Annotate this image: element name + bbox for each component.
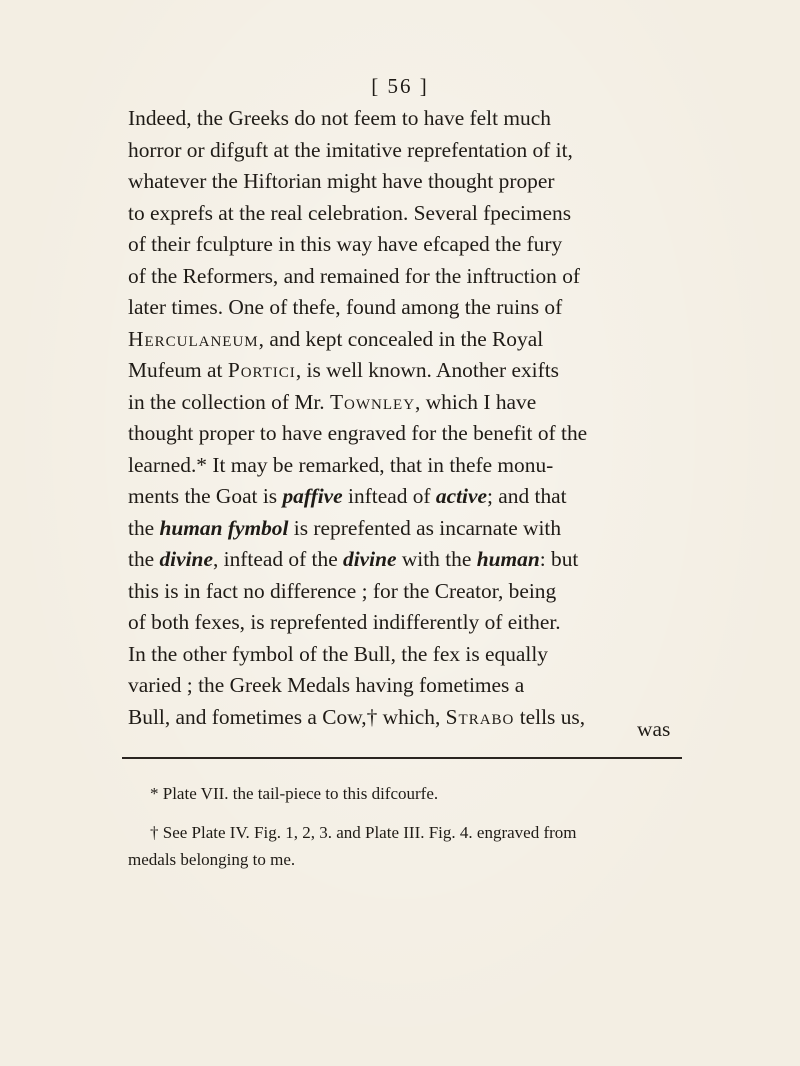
text-line-17: of both fexes, is reprefented indifferently of either. (128, 610, 561, 634)
text-line-1: Indeed, the Greeks do not feem to have felt much (128, 106, 551, 130)
name-portici: Portici (227, 358, 296, 382)
text-line-5: of their fculpture in this way have efcaped the fury (128, 232, 563, 256)
text-line-15: the divine, inftead of the divine with the human: but (128, 547, 579, 571)
text-line-18: In the other fymbol of the Bull, the fex is equally (128, 641, 548, 666)
footnote-1: * Plate VII. the tail-piece to this difcourfe. (150, 784, 439, 803)
page-number: [ 56 ] (371, 74, 429, 98)
name-strabo: Strabo (445, 704, 515, 729)
body-text (128, 103, 712, 733)
text-line-9: Mufeum at Portici, is well known. Another exifts (128, 358, 560, 382)
text-line-13: ments the Goat is paffive inftead of active; and that (128, 484, 567, 508)
name-townley: Townley (329, 389, 416, 414)
text-line-10: in the collection of Mr. Townley, which I have (128, 389, 537, 414)
text-line-20: Bull, and fometimes a Cow,† which, Strabo tells us, (128, 704, 586, 729)
footnotes (128, 780, 712, 873)
text-line-19: varied ; the Greek Medals having fometimes a (128, 673, 525, 697)
text-line-14: the human fymbol is reprefented as incarnate with (128, 515, 562, 540)
text-line-3: whatever the Hiftorian might have thought proper (128, 169, 555, 193)
catchword: was (637, 717, 671, 741)
text-line-2: horror or difguft at the imitative reprefentation of it, (128, 137, 573, 162)
footnote-2: † See Plate IV. Fig. 1, 2, 3. and Plate III. Fig. 4. engraved from medals belonging to me. (128, 823, 577, 869)
text-line-4: to exprefs at the real celebration. Several fpecimens (128, 200, 572, 225)
text-line-12: learned.* It may be remarked, that in thefe monu- (128, 452, 554, 477)
text-line-7: later times. One of thefe, found among the ruins of (128, 295, 563, 319)
text-line-6: of the Reformers, and remained for the inftruction of (128, 263, 581, 288)
footnote-rule (122, 757, 682, 759)
text-line-8: Herculaneum, and kept concealed in the Royal (128, 326, 544, 351)
name-herculaneum: Herculaneum (128, 326, 259, 351)
text-line-11: thought proper to have engraved for the benefit of the (128, 421, 588, 445)
text-line-16: this is in fact no difference ; for the Creator, being (128, 578, 557, 603)
